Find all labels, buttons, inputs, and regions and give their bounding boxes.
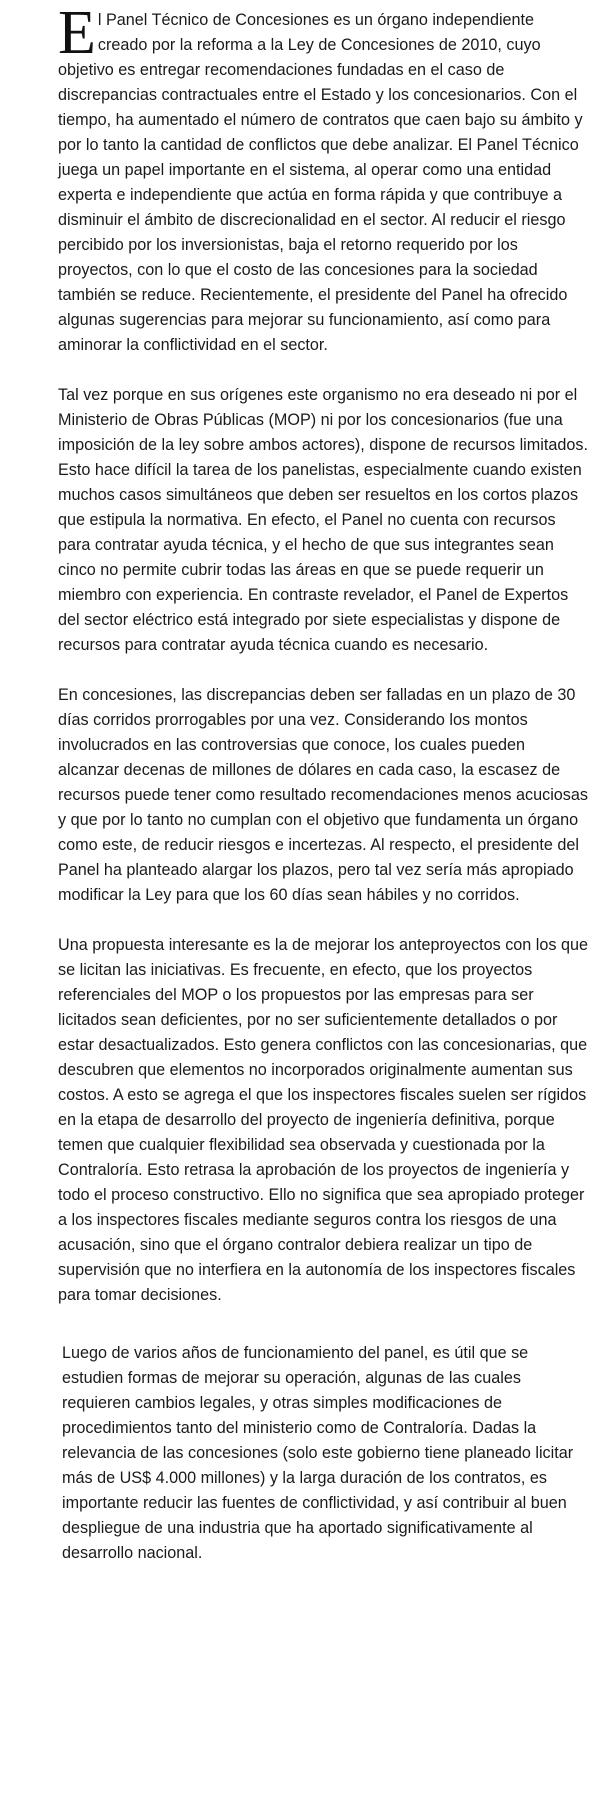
paragraph-text: l Panel Técnico de Concesiones es un órgano independiente creado por la reforma a la Ley de Concesiones de 2010, cuyo objetivo es entregar recomendaciones fundadas en el caso de discrepancias contractuales entre el Estado y los concesionarios. Con el tiempo, ha aumentado el número de contratos que caen bajo su ámbito y por lo tanto la cantidad de conflictos que debe analizar. El Panel Técnico juega un papel importante en el sistema, al operar como una entidad experta e independiente que actúa en forma rápida y que contribuye a disminuir el ámbito de discrecionalidad en el sector. Al reducir el riesgo percibido por los inversionistas, baja el retorno requerido por los proyectos, con lo que el costo de las concesiones para la sociedad también se reduce. Recientemente, el presidente del Panel ha ofrecido algunas sugerencias para mejorar su funcionamiento, así como para aminorar la conflictividad en el sector. [58,11,583,354]
article-paragraph-4: Una propuesta interesante es la de mejorar los anteproyectos con los que se licitan las iniciativas. Es frecuente, en efecto, que los proyectos referenciales del MOP o los propuestos por las empresas para ser licitados sean deficientes, por no ser suficientemente detallados o por estar desactualizados. Esto genera conflictos con las concesionarias, que descubren que elementos no incorporados originalmente aumentan sus costos. A esto se agrega el que los inspectores fiscales suelen ser rígidos en la etapa de desarrollo del proyecto de ingeniería definitiva, porque temen que cualquier flexibilidad sea observada y cuestionada por la Contraloría. Esto retrasa la aprobación de los proyectos de ingeniería y todo el proceso constructivo. Ello no significa que sea apropiado proteger a los inspectores fiscales mediante seguros contra los riesgos de una acusación, sino que el órgano contralor debiera realizar un tipo de supervisión que no interfiera en la autonomía de los inspectores fiscales para tomar decisiones. [58,936,589,1304]
article-paragraph-3: En concesiones, las discrepancias deben ser falladas en un plazo de 30 días corridos prorrogables por una vez. Considerando los montos involucrados en las controversias que conoce, los cuales pueden alcanzar decenas de millones de dólares en cada caso, la escasez de recursos puede tener como resultado recomendaciones menos acuciosas y que por lo tanto no cumplan con el objetivo que fundamenta un órgano como este, de reducir riesgos e incertezas. Al respecto, el presidente del Panel ha planteado alargar los plazos, pero tal vez sería más apropiado modificar la Ley para que los 60 días sean hábiles y no corridos. [58,686,588,904]
drop-cap: E [58,0,96,67]
article-body [58,0,589,1566]
article-paragraph-2: Tal vez porque en sus orígenes este organismo no era deseado ni por el Ministerio de Obras Públicas (MOP) ni por los concesionarios (fue una imposición de la ley sobre ambos actores), dispone de recursos limitados. Esto hace difícil la tarea de los panelistas, especialmente cuando existen muchos casos simultáneos que deben ser resueltos en los cortos plazos que estipula la normativa. En efecto, el Panel no cuenta con recursos para contratar ayuda técnica, y el hecho de que sus integrantes sean cinco no permite cubrir todas las áreas en que se puede requerir un miembro con experiencia. En contraste revelador, el Panel de Expertos del sector eléctrico está integrado por siete especialistas y dispone de recursos para contratar ayuda técnica cuando es necesario. [58,386,588,654]
article-paragraph-5: Luego de varios años de funcionamiento del panel, es útil que se estudien formas de mejorar su operación, algunas de las cuales requieren cambios legales, y otras simples modificaciones de procedimientos tanto del ministerio como de Contraloría. Dadas la relevancia de las concesiones (solo este gobierno tiene planeado licitar más de US$ 4.000 millones) y la larga duración de los contratos, es importante reducir las fuentes de conflictividad, y así contribuir al buen despliegue de una industria que ha aportado significativamente al desarrollo nacional. [62,1344,574,1562]
article-paragraph-1 [58,0,588,358]
